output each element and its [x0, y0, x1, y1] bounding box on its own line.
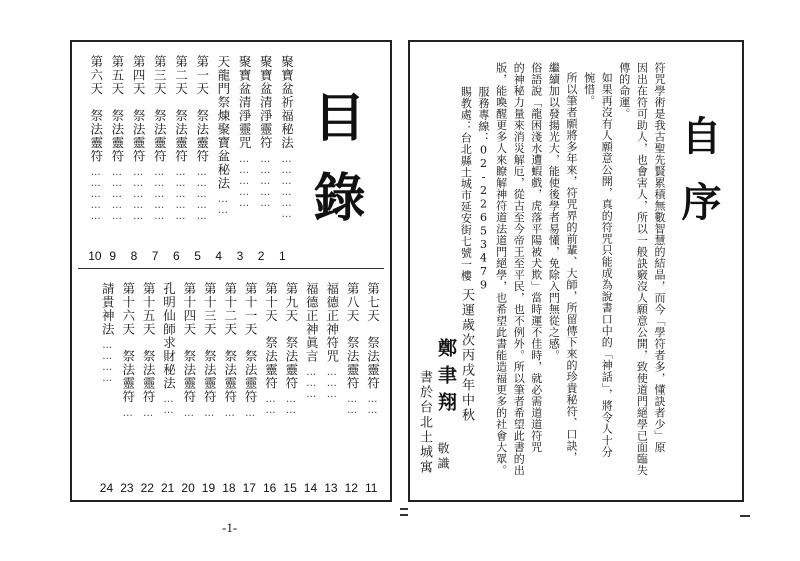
- toc-entry-leader-dots: ……………: [238, 153, 250, 209]
- contents-divider: [78, 268, 384, 269]
- toc-entry-page-number: 12: [344, 481, 358, 495]
- toc-entry-leader-dots: ……………: [90, 167, 102, 222]
- toc-entry-title: 聚寶盆清淨靈咒: [237, 55, 253, 150]
- toc-entry-page-number: 13: [324, 481, 338, 495]
- toc-entry-page-number: 22: [140, 481, 154, 495]
- toc-entry-title: 聚寶盆清淨靈符: [258, 55, 274, 150]
- preface-line: 因出在符可助人，也會害人，所以一般訣竅沒人願意公開，致使道門絕學已面臨失: [635, 62, 649, 476]
- toc-entry-title: 第一天 祭法靈符: [194, 55, 210, 163]
- binding-mark: [400, 508, 408, 510]
- toc-entry-title: 孔明仙師求財秘法: [161, 282, 177, 390]
- toc-entry-page-number: 18: [222, 481, 236, 495]
- toc-entry-title: 第十四天 祭法靈符: [181, 282, 197, 404]
- toc-entry-page-number: 23: [120, 481, 134, 495]
- toc-entry-title: 請貴神法: [100, 282, 116, 336]
- toc-entry-leader-dots: ………………: [281, 153, 292, 220]
- toc-entry-leader-dots: …: [244, 407, 256, 419]
- toc-entry-leader-dots: …: [142, 407, 154, 419]
- toc-entry-leader-dots: ……: [346, 394, 358, 416]
- toc-entry-page-number: 11: [365, 481, 378, 495]
- toc-entry-title: 第十天 祭法靈符: [263, 282, 279, 390]
- toc-entry-page-number: 4: [215, 249, 223, 263]
- toc-entry-page-number: 19: [201, 481, 216, 495]
- toc-entry-leader-dots: ……………: [132, 167, 144, 222]
- toc-entry-page-number: 9: [109, 249, 117, 263]
- toc-entry-leader-dots: ………: [326, 367, 338, 400]
- toc-entry-leader-dots: ……: [163, 394, 174, 416]
- binding-mark: [400, 514, 408, 516]
- toc-entry-page-number: 5: [194, 249, 201, 263]
- toc-entry-page-number: 15: [283, 481, 297, 495]
- toc-entry-title: 福德正神眞言: [304, 282, 320, 363]
- preface-line: 繼續加以發揚光大，能使後學者易懂，免除入門無從之感。: [547, 62, 561, 361]
- toc-entry-leader-dots: ………: [305, 367, 317, 400]
- toc-entry-leader-dots: …: [122, 407, 134, 419]
- toc-entry-leader-dots: ……: [285, 394, 297, 416]
- toc-entry-title: 第十二天 祭法靈符: [222, 282, 238, 404]
- toc-entry-title: 第八天 祭法靈符: [345, 282, 361, 390]
- toc-entry-title: 第六天 祭法靈符: [88, 55, 104, 163]
- preface-line: 的神秘力量來消災解厄，從古至今帝王至平民，也不例外。所以筆者希望此書的出: [512, 62, 526, 476]
- toc-entry-leader-dots: …………: [101, 340, 113, 384]
- contents-heading: 目錄: [304, 90, 365, 250]
- toc-entry-page-number: 17: [242, 481, 256, 495]
- preface-line: 俗語說「龍困淺水遭蝦戲，虎落平陽被犬欺」當時運不佳時，就必需道道符咒: [529, 62, 543, 453]
- toc-entry-page-number: 10: [88, 249, 102, 263]
- toc-entry-leader-dots: ……………: [259, 153, 271, 209]
- toc-entry-page-number: 14: [303, 481, 318, 495]
- toc-entry-leader-dots: …: [203, 407, 215, 419]
- toc-entry-leader-dots: ……………: [153, 167, 165, 222]
- toc-entry-leader-dots: ……………: [175, 167, 186, 222]
- toc-entry-leader-dots: ……: [265, 394, 276, 416]
- toc-entry-title: 福德正神符咒: [324, 282, 340, 363]
- toc-entry-page-number: 16: [263, 481, 277, 495]
- preface-place: 書於台北土城寓: [417, 370, 432, 475]
- toc-entry-leader-dots: ……: [367, 394, 378, 416]
- preface-dateline: 天運歲次丙戌年中秋: [459, 288, 474, 423]
- edge-mark: [740, 515, 750, 517]
- preface-line: 如果再沒有人願意公開，真的符咒只能成為說書口中的「神話」，將令人十分: [600, 72, 614, 458]
- toc-entry-title: 第十六天 祭法靈符: [120, 282, 136, 404]
- preface-line: 惋惜。: [582, 72, 596, 107]
- toc-entry-title: 天龍門祭煉聚寶盆秘法: [215, 55, 231, 190]
- preface-heading: 自序: [675, 115, 722, 247]
- toc-entry-title: 第十五天 祭法靈符: [141, 282, 157, 404]
- toc-entry-leader-dots: ……………: [111, 167, 123, 222]
- toc-entry-page-number: 6: [173, 249, 180, 263]
- preface-line: 版，能喚醒更多人來瞭解神符道法道門絕學，也希望此書能造福更多的社會大眾。: [494, 62, 508, 476]
- toc-entry-title: 第十三天 祭法靈符: [202, 282, 218, 404]
- preface-line: 服務專線：02-22653479: [477, 86, 490, 292]
- toc-entry-title: 第九天 祭法靈符: [283, 282, 299, 390]
- toc-entry-page-number: 1: [279, 249, 286, 263]
- toc-entry-page-number: 21: [161, 481, 175, 495]
- toc-entry-title: 第三天 祭法靈符: [152, 55, 168, 163]
- preface-line: 符咒學術是我古聖先賢累積無數智慧的結晶，而今「學符者多，懂訣者少」原: [653, 62, 666, 453]
- toc-entry-page-number: 8: [130, 249, 138, 263]
- toc-entry-title: 第十一天 祭法靈符: [243, 282, 259, 404]
- author-suffix: 敬識: [436, 442, 450, 472]
- toc-entry-page-number: 20: [181, 481, 195, 495]
- author-name: 鄭聿翔: [435, 338, 457, 419]
- toc-entry-leader-dots: ……………: [196, 167, 208, 222]
- preface-line: 所以筆者願將多年來，符咒界的前輩、大師，所留傳下來的珍貴秘符、口訣，: [565, 72, 578, 463]
- toc-entry-page-number: 2: [257, 249, 265, 263]
- toc-entry-title: 第二天 祭法靈符: [173, 55, 189, 163]
- toc-entry-page-number: 7: [151, 249, 159, 263]
- toc-entry-page-number: 3: [236, 249, 244, 263]
- page-number: -1-: [222, 520, 238, 535]
- preface-line: 傳的命運。: [617, 62, 631, 120]
- toc-entry-title: 聚寶盆祈福秘法: [279, 55, 295, 150]
- toc-entry-leader-dots: ……: [217, 194, 229, 216]
- toc-entry-leader-dots: …: [183, 407, 195, 419]
- preface-line: 賜教處：台北縣土城市延安街七號一樓: [459, 86, 473, 282]
- toc-entry-title: 第四天 祭法靈符: [131, 55, 147, 163]
- toc-entry-page-number: 24: [99, 481, 114, 495]
- toc-entry-title: 第七天 祭法靈符: [365, 282, 381, 390]
- toc-entry-title: 第五天 祭法靈符: [109, 55, 125, 163]
- toc-entry-leader-dots: …: [224, 407, 236, 419]
